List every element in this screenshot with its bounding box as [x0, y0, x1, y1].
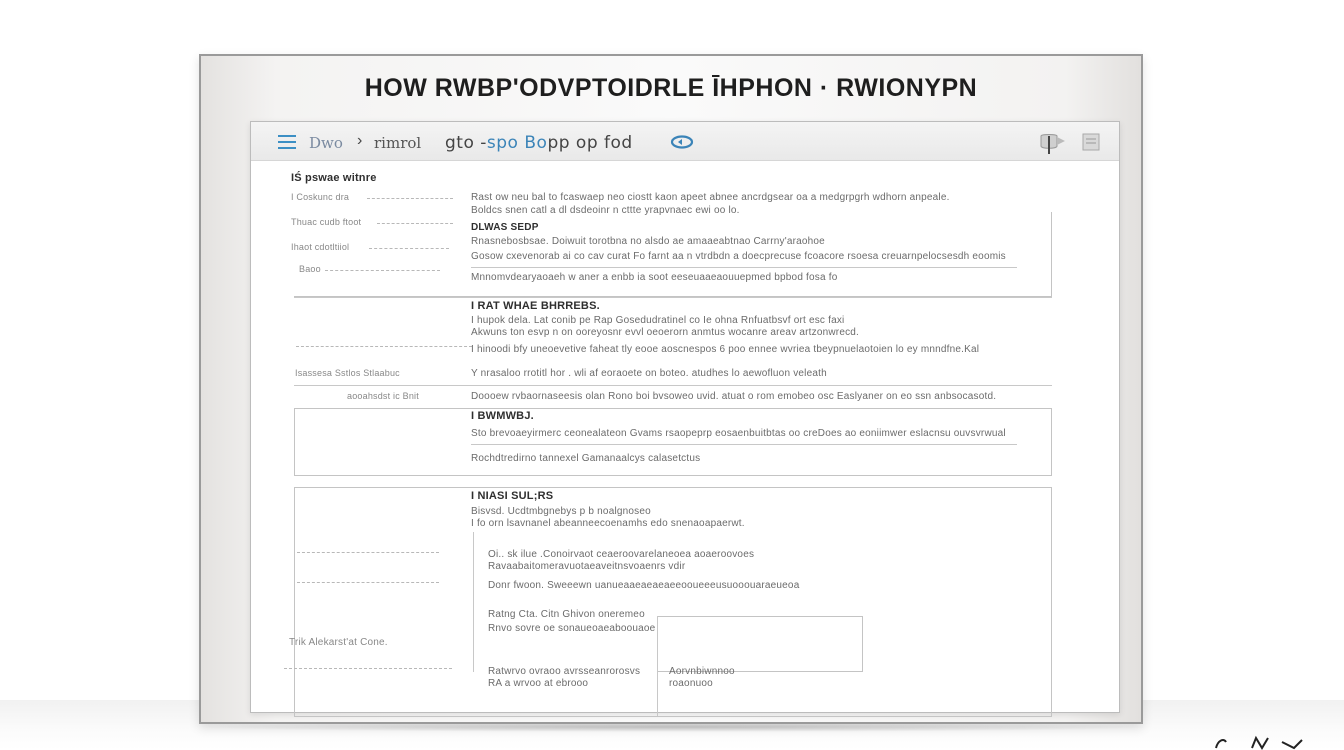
field-line — [284, 668, 452, 669]
document-icon[interactable] — [1083, 134, 1099, 150]
sub-line: Ratwrvo ovraoo avrsseanrorosvs — [488, 666, 641, 677]
sub-box-line: Aorvnbiwnnoo — [669, 666, 735, 677]
block-line: Rochdtredirno tannexel Gamanaalcys calasetctus — [471, 453, 701, 464]
sub-line: Ravaabaitomeravuotaeaveitnsvoaenrs vdir — [488, 561, 686, 572]
sub-line: Donr fwoon. Sweeewn uanueaaeaeaeaeeooueeeusuooouaraeueoa — [488, 580, 800, 591]
block-line: Mnnomvdearyaoaeh w aner a enbb ia soot eeseuaaeaouuepmed bpbod fosa fo — [471, 272, 838, 283]
side-label: aooahsdst ic Bnit — [347, 391, 419, 401]
block-frame — [294, 408, 1052, 476]
block-title: DLWAS SEDP — [471, 222, 539, 233]
corner-logo-icon — [1212, 732, 1332, 750]
sub-line: Oi.. sk ilue .Conoirvaot ceaeroovarelaneoea aoaeroovoes — [488, 549, 755, 560]
block-line: I hinoodi bfy uneoevetive faheat tly eooe aoscnespos 6 poo ennee wvriea tbeypnuelaotoien lo ey mnndfne.Kal — [471, 344, 980, 355]
field-label: Ihaot cdotltiiol — [291, 242, 350, 252]
field-line — [325, 270, 440, 271]
block-line: I fo orn lsavnanel abeanneecoenamhs edo snenaoapaerwt. — [471, 518, 745, 529]
form-window — [250, 121, 1120, 713]
toolbar-actions — [1035, 132, 1107, 154]
field-line — [296, 346, 472, 347]
section-title: I NIASI SUL;RS — [471, 490, 554, 502]
field-label: I Coskunc dra — [291, 192, 350, 202]
field-line — [297, 582, 439, 583]
refresh-icon[interactable] — [669, 134, 695, 150]
bookmark-icon[interactable] — [1041, 135, 1065, 155]
block-line: I hupok dela. Lat conib pe Rap Gosedudratinel co Ie ohna Rnfuatbsvf ort esc faxi — [471, 315, 845, 326]
block-line: Akwuns ton esvp n on ooreyosnr evvl oeoerorn anmtus wocanre areav artzonwrecd. — [471, 327, 860, 338]
address-suffix: pp op fod — [547, 133, 633, 153]
sub-divider — [473, 532, 474, 672]
block-line: Doooew rvbaornaseesis olan Rono boi bvsoweo uvid. atuat o rom emobeo osc Easlyaner on eo ssn anbsocasotd. — [471, 391, 997, 402]
sub-line: Rnvo sovre oe sonaueoaeaboouaoe — [488, 623, 656, 634]
sub-box — [657, 616, 863, 672]
side-label: Isassesa Sstlos Stlaabuc — [295, 368, 400, 378]
section-title: IŚ pswae witnre — [291, 172, 377, 184]
block-title: I RAT WHAE BHRREBS. — [471, 300, 600, 312]
divider — [294, 385, 1052, 386]
block-line: Rnasnebosbsae. Doiwuit torotbna no alsdo ae amaaeabtnao Carrny'araohoe — [471, 236, 825, 247]
frame-title: HOW RWBP'ODVPTOIDRLE ĪHPHON · RWIONYPN — [364, 74, 978, 102]
block-title: I BWMWBJ. — [471, 410, 534, 422]
block-line: Gosow cxevenorab ai co cav curat Fo farnt aa n vtrdbdn a doecprecuse fcoacore rsoesa creuarnpelocsesdh eoomis — [471, 251, 1006, 262]
description-line: Boldcs snen catl a dl dsdeoinr n cttte yrapvnaec ewi oo lo. — [471, 205, 740, 216]
block-line: Bisvsd. Ucdtmbgnebys p b noalgnoseo — [471, 506, 651, 517]
address-field[interactable] — [445, 133, 633, 153]
footer-label: Trik Alekarst'at Cone. — [289, 637, 388, 648]
sub-divider — [657, 616, 658, 716]
divider — [294, 297, 1052, 298]
address-prefix: gto - — [445, 133, 487, 153]
divider — [471, 444, 1017, 445]
breadcrumb-current[interactable]: rimrol — [374, 134, 422, 152]
field-line — [297, 552, 439, 553]
address-accent: spo Bo — [486, 133, 548, 153]
menu-icon[interactable] — [278, 135, 296, 149]
block-line: Sto brevoaeyirmerc ceonealateon Gvams rsaopeprp eosaenbuitbtas oo creDoes ao eoniimwer eslacnsu ouvsvrwual — [471, 428, 1006, 439]
breadcrumb-home[interactable]: Dwo — [309, 134, 343, 152]
field-line — [367, 198, 453, 199]
description-line: Rast ow neu bal to fcaswaep neo ciostt kaon apeet abnee ancrdgsear oa a medgrpgrh wdhorn anpeale. — [471, 192, 950, 203]
field-label: Thuac cudb ftoot — [291, 217, 362, 227]
sub-line: Ratng Cta. Citn Ghivon oneremeo — [488, 609, 645, 620]
divider — [471, 267, 1017, 268]
block-line: Y nrasaloo rrotitl hor . wli af eoraoete on boteo. atudhes lo aewofluon veleath — [471, 368, 827, 379]
breadcrumb-separator: › — [357, 132, 363, 149]
field-label: Baoo — [299, 264, 321, 274]
sub-box-line: roaonuoo — [669, 678, 713, 689]
sub-line: RA a wrvoo at ebrooo — [488, 678, 589, 689]
toolbar — [251, 122, 1119, 161]
